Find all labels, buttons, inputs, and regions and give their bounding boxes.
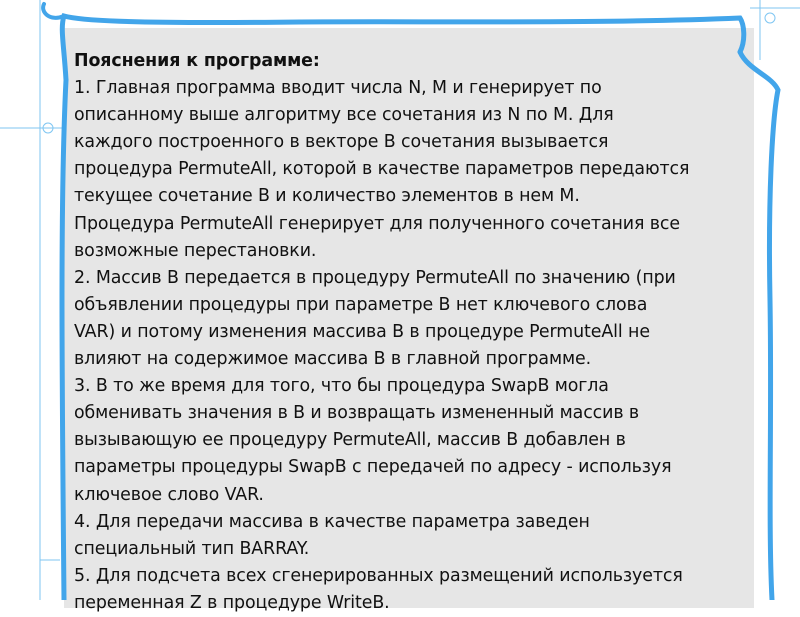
text-line: вызывающую ее процедуру PermuteAll, массив B добавлен в	[74, 430, 626, 451]
text-line: возможные перестановки.	[74, 240, 317, 261]
text-line: описанному выше алгоритму все сочетания из N по M. Для	[74, 105, 614, 126]
text-line: текущее сочетание B и количество элементов в нем M.	[74, 186, 580, 207]
text-line: обменивать значения в B и возвращать измененный массив в	[74, 403, 640, 424]
frame-left	[62, 80, 66, 600]
text-line: переменная Z в процедуре WriteB.	[74, 592, 390, 613]
frame-top-curl	[43, 4, 64, 18]
text-line: влияют на содержимое массива B в главной программе.	[74, 349, 592, 370]
text-line: 4. Для передачи массива в качестве параметра заведен	[74, 511, 590, 532]
text-line: параметры процедуры SwapB с передачей по адресу - используя	[74, 457, 672, 478]
text-line: 5. Для подсчета всех сгенерированных размещений используется	[74, 565, 683, 586]
text-line: 1. Главная программа вводит числа N, M и генерирует по	[74, 78, 602, 99]
text-line: специальный тип BARRAY.	[74, 538, 310, 559]
text-line: 3. В то же время для того, что бы процедура SwapB могла	[74, 376, 609, 397]
text-line: каждого построенного в векторе B сочетания вызывается	[74, 132, 609, 153]
text-line: Процедура PermuteAll генерирует для полученного сочетания все	[74, 213, 680, 234]
text-line: процедура PermuteAll, которой в качестве параметров передаются	[74, 159, 690, 180]
text-line: объявлении процедуры при параметре B нет ключевого слова	[74, 294, 648, 315]
text-line: 2. Массив B передается в процедуру PermuteAll по значению (при	[74, 267, 676, 288]
corner-circle-right	[765, 13, 775, 23]
text-line: VAR) и потому изменения массива B в процедуре PermuteAll не	[74, 321, 650, 342]
explanation-text	[74, 48, 754, 617]
text-line: ключевое слово VAR.	[74, 484, 264, 505]
slide-title: Пояснения к программе:	[74, 51, 320, 71]
